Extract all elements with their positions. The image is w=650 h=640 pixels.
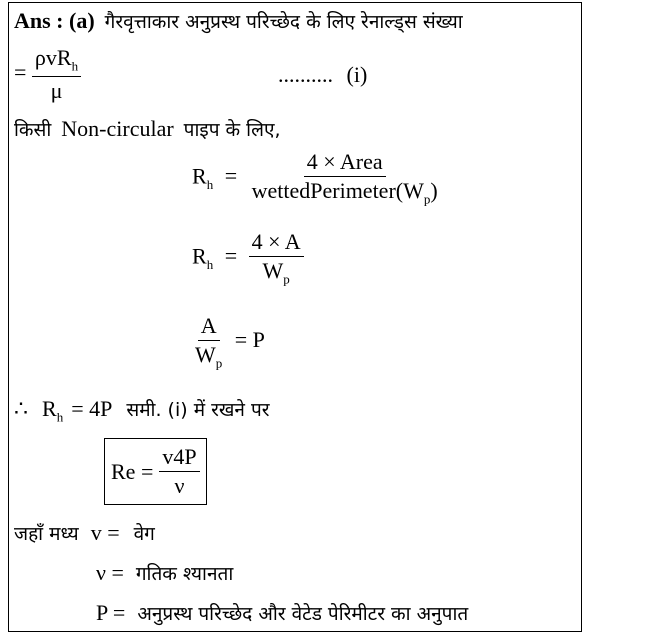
eq2-denominator: wettedPerimeter(W bbox=[251, 178, 424, 204]
eq4-fraction bbox=[192, 314, 225, 371]
equation-1 bbox=[14, 46, 81, 103]
eq1-equals: = bbox=[14, 59, 27, 85]
eq5-rhs: = 4P bbox=[71, 396, 113, 421]
eq2-denominator-close: ) bbox=[430, 178, 438, 204]
eq4-rhs: = P bbox=[234, 327, 265, 353]
equation-6 bbox=[104, 438, 207, 505]
noncircular-latin: Non-circular bbox=[61, 116, 174, 141]
result-box bbox=[104, 438, 207, 505]
eq2-denominator-sub: p bbox=[423, 191, 431, 207]
answer-heading bbox=[14, 8, 463, 34]
eq1-numerator-sub: h bbox=[71, 58, 79, 74]
def-velocity bbox=[14, 520, 155, 546]
eq5-lhs-sub: h bbox=[56, 409, 64, 425]
therefore-symbol: ∴ bbox=[14, 396, 28, 421]
eq2-equals: = bbox=[224, 163, 238, 189]
def-v-text: वेग bbox=[133, 523, 155, 545]
def-p bbox=[96, 600, 468, 626]
equation-4 bbox=[192, 314, 265, 371]
eq1-denominator: μ bbox=[50, 77, 63, 103]
def-intro: जहाँ मध्य bbox=[14, 523, 79, 545]
eq4-numerator: A bbox=[198, 314, 220, 341]
def-p-symbol: P = bbox=[96, 600, 126, 625]
eq3-numerator: 4 × A bbox=[249, 230, 304, 257]
def-p-text: अनुप्रस्थ परिच्छेद और वेटेड पेरिमीटर का अनुपात bbox=[137, 603, 469, 625]
eq3-fraction bbox=[249, 230, 304, 287]
eq3-denominator-sub: p bbox=[283, 271, 290, 287]
def-nu-symbol: ν = bbox=[96, 560, 124, 585]
eq2-lhs-sub: h bbox=[206, 176, 214, 192]
eq3-lhs: R bbox=[192, 243, 207, 269]
noncircular-post: पाइप के लिए, bbox=[183, 119, 281, 141]
eq6-numerator: v4P bbox=[159, 445, 199, 472]
eq1-numerator: ρvR bbox=[34, 45, 72, 70]
def-kinematic-viscosity bbox=[96, 560, 233, 586]
eq6-lhs: Re = bbox=[111, 458, 154, 484]
eq6-denominator: ν bbox=[174, 473, 185, 499]
eq1-dots: .......... bbox=[278, 62, 333, 87]
eq5-lhs: R bbox=[42, 396, 57, 421]
eq2-numerator: 4 × Area bbox=[304, 150, 386, 177]
ans-label: Ans : (a) bbox=[14, 8, 95, 33]
eq2-lhs: R bbox=[192, 163, 207, 189]
eq5-hindi: समी. (i) में रखने पर bbox=[126, 399, 270, 421]
def-v-symbol: v = bbox=[90, 520, 120, 545]
eq3-equals: = bbox=[224, 243, 238, 269]
equation-2 bbox=[192, 150, 441, 207]
eq2-fraction bbox=[249, 150, 441, 207]
eq4-denominator-sub: p bbox=[215, 355, 223, 371]
noncircular-line bbox=[14, 116, 281, 142]
eq6-fraction bbox=[159, 445, 199, 498]
equation-3 bbox=[192, 230, 304, 287]
heading-hindi-text: गैरवृत्ताकार अनुप्रस्थ परिच्छेद के लिए रेनाल्ड्स संख्या bbox=[104, 11, 463, 33]
eq3-lhs-sub: h bbox=[206, 256, 214, 272]
eq4-denominator: W bbox=[195, 342, 216, 368]
eq1-tag: (i) bbox=[346, 62, 368, 87]
eq1-tag-line bbox=[278, 62, 367, 88]
eq3-denominator: W bbox=[262, 258, 284, 284]
noncircular-pre: किसी bbox=[14, 119, 52, 141]
eq1-fraction bbox=[32, 46, 81, 103]
def-nu-text: गतिक श्यानता bbox=[135, 563, 234, 585]
equation-5 bbox=[14, 396, 270, 425]
